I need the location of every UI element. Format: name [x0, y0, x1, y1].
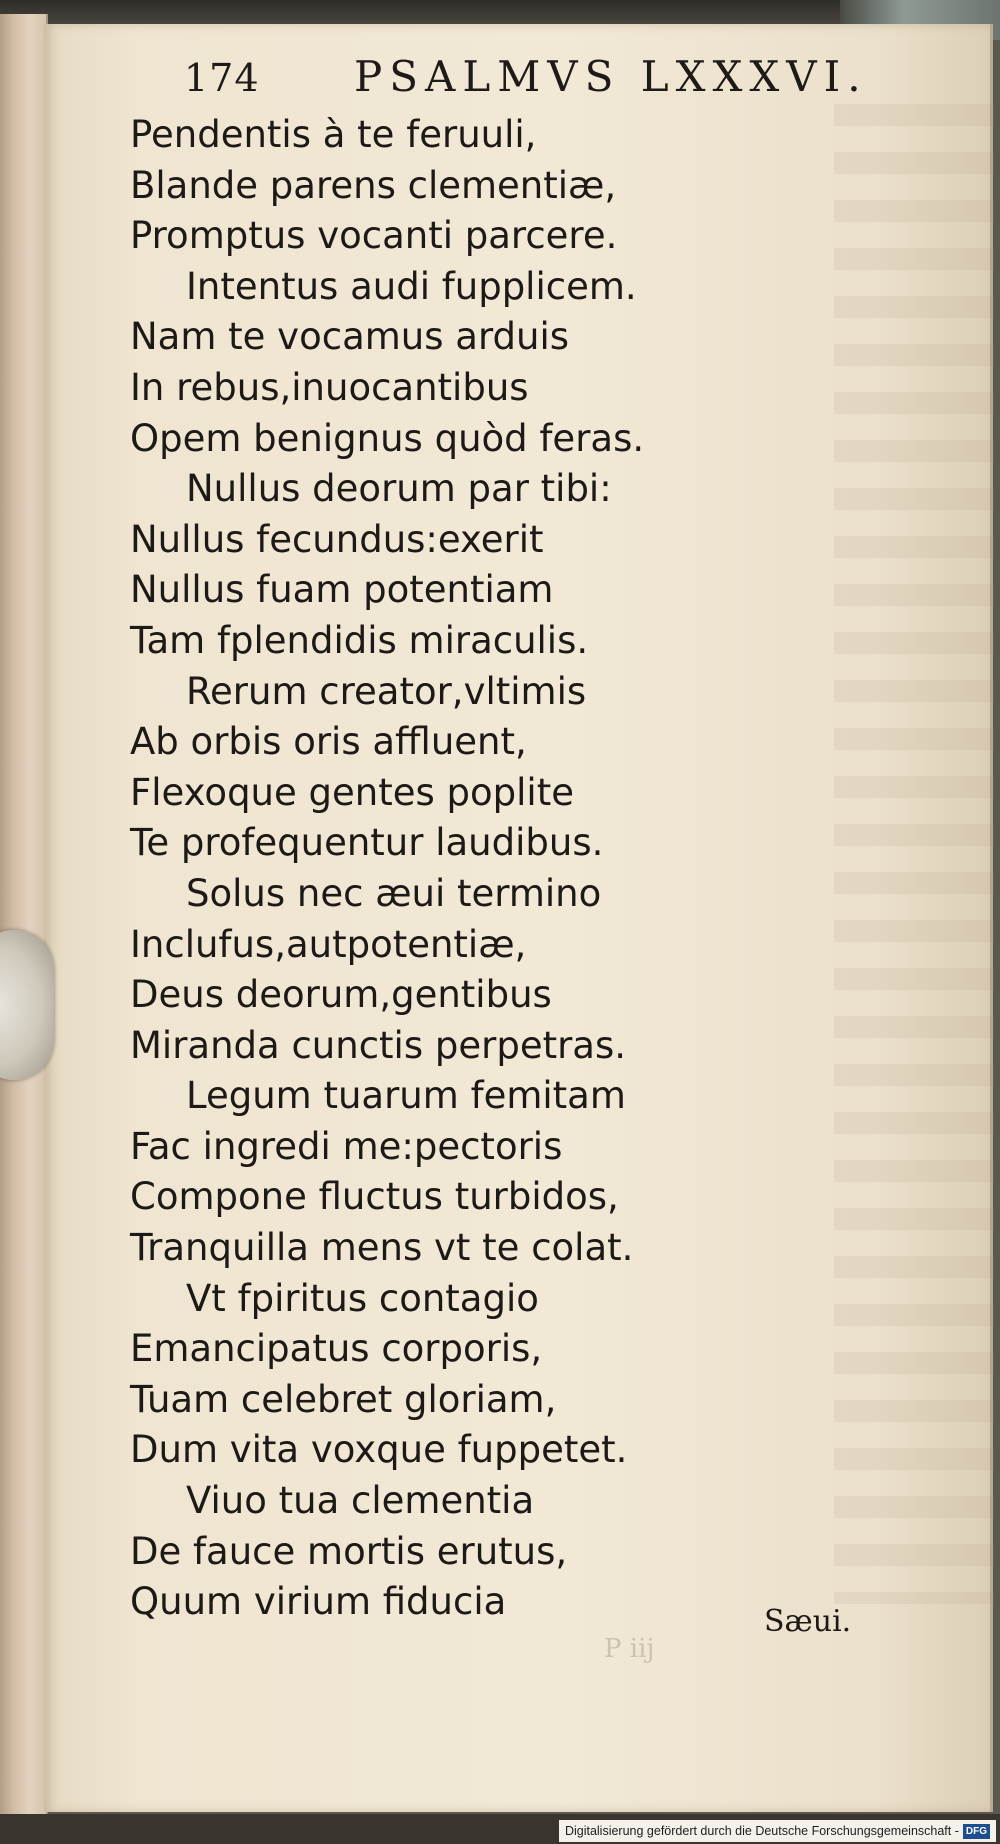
verse-line: Nullus fecundus:exerit [130, 517, 544, 561]
verse-line: Flexoque gentes poplite [130, 770, 574, 814]
verse-line: Ab orbis oris affluent, [130, 720, 527, 764]
verse-line: Blande parens clementiæ, [130, 163, 617, 207]
verse-line: De fauce mortis erutus, [130, 1529, 568, 1573]
verse-line: Compone fluctus turbidos, [130, 1175, 619, 1219]
verse-line: Fac ingredi me:pectoris [130, 1124, 563, 1168]
verse-line: Pendentis à te feruuli, [130, 113, 537, 156]
show-through-text [834, 104, 994, 1604]
verse-line: Miranda cunctis perpetras. [130, 1023, 627, 1067]
catchword: Sæui. [764, 1604, 852, 1639]
dfg-logo: DFG [963, 1824, 990, 1839]
page-header [184, 52, 904, 112]
page-number: 174 [184, 56, 260, 100]
running-head: PSALMVS LXXXVI. [354, 52, 868, 101]
verse-line-stanza-start: Solus nec æui termino [186, 871, 602, 915]
verse-line: Quum virium fiducia [130, 1580, 507, 1624]
verse-line-stanza-start: Nullus deorum par tibi: [186, 467, 612, 511]
verse-line-stanza-start: Legum tuarum femitam [186, 1074, 626, 1118]
credit-text: Digitalisierung gefördert durch die Deutsche Forschungsgemeinschaft - [564, 1824, 959, 1838]
verse-line: Tranquilla mens vt te colat. [130, 1226, 634, 1270]
verse-line: Inclufus,autpotentiæ, [130, 922, 527, 966]
verse-line-stanza-start: Vt fpiritus contagio [186, 1276, 539, 1320]
verse-line: Nam te vocamus arduis [130, 315, 569, 359]
page-stack-edge [0, 14, 48, 1814]
verse-line: Nullus fuam potentiam [130, 568, 554, 612]
verse-line-stanza-start: Intentus audi fupplicem. [186, 264, 637, 308]
verse-line: Te profequentur laudibus. [130, 821, 604, 865]
verse-line: Tuam celebret gloriam, [130, 1377, 557, 1421]
signature-mark: P iij [604, 1634, 655, 1664]
digitization-credit [559, 1820, 996, 1842]
book-page [44, 24, 993, 1812]
verse-line: Dum vita voxque fuppetet. [130, 1428, 628, 1472]
verse-line: Emancipatus corporis, [130, 1327, 543, 1371]
verse-line: Opem benignus quòd feras. [130, 416, 645, 460]
page-clip [0, 930, 54, 1080]
verse-line: In rebus,inuocantibus [130, 365, 529, 409]
verse-line-stanza-start: Viuo tua clementia [186, 1479, 535, 1523]
verse-line: Deus deorum,gentibus [130, 973, 552, 1017]
verse-text [130, 110, 830, 1628]
verse-line-stanza-start: Rerum creator,vltimis [186, 669, 587, 713]
verse-line: Tam fplendidis miraculis. [130, 618, 589, 662]
verse-line: Promptus vocanti parcere. [130, 214, 618, 258]
